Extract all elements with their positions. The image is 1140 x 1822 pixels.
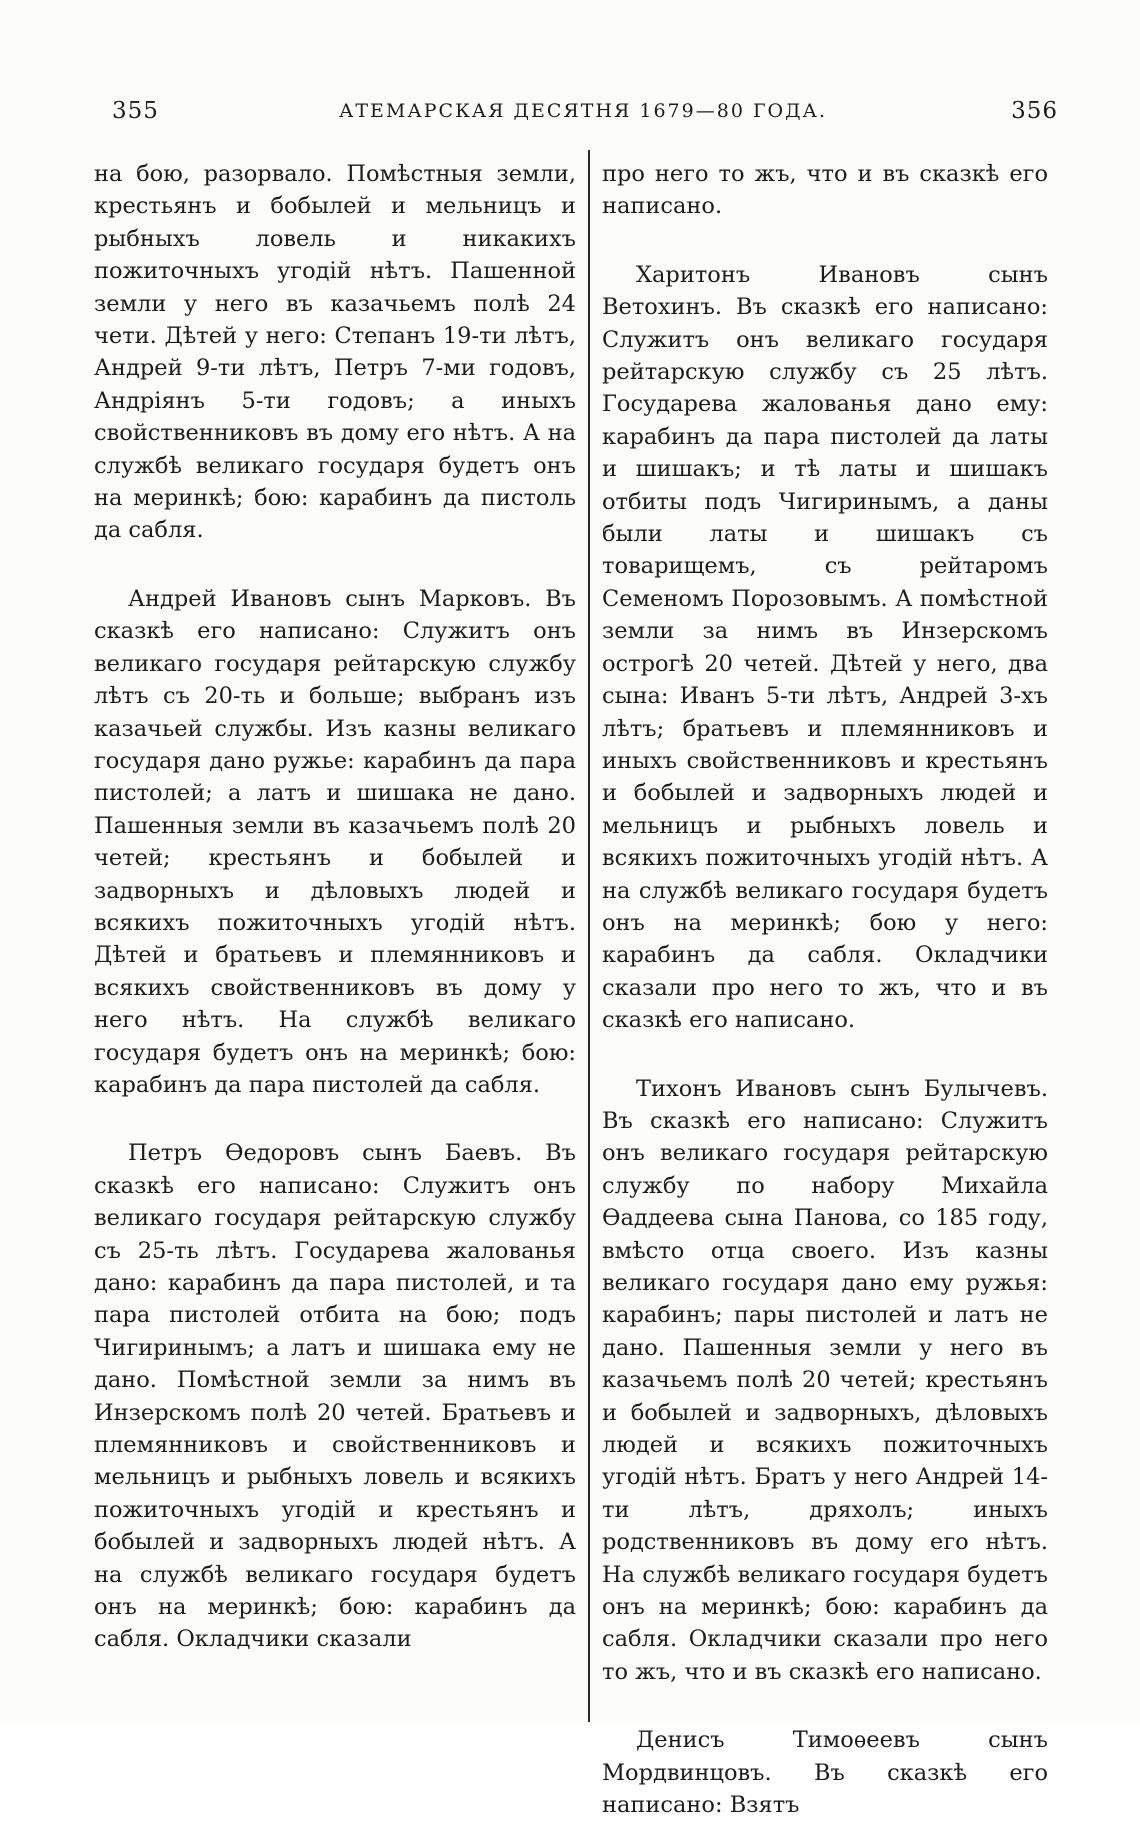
entry-markov: Андрей Ивановъ сынъ Марковъ. Въ сказкѣ его написано: Служитъ онъ великаго государя рейтарскую службу лѣтъ съ 20-ть и больше; выбранъ изъ казачьей службы. Изъ казны великаго государя дано ружье: карабинъ да пара пистолей; а латъ и шишака не дано. Пашенныя земли въ казачьемъ полѣ 20 четей; крестьянъ и бобылей и задворныхъ и дѣловыхъ людей и всякихъ пожиточныхъ угодій нѣтъ. Дѣтей и братьевъ и племянниковъ и всякихъ свойственниковъ въ дому у него нѣтъ. На службѣ великаго государя будетъ онъ на меринкѣ; бою: карабинъ да пара пистолей да сабля.: [94, 585, 576, 1098]
running-header: [108, 96, 1058, 136]
paragraph-continuation-right: про него то жъ, что и въ сказкѣ его написано.: [602, 161, 1048, 220]
running-title: АТЕМАРСКАЯ ДЕСЯТНЯ 1679—80 ГОДА.: [338, 100, 827, 122]
column-divider: [588, 150, 590, 1722]
entry-bulychev: Тихонъ Ивановъ сынъ Булычевъ. Въ сказкѣ его написано: Служитъ онъ великаго государя рейтарскую службу по набору Михайла Ѳаддеева сына Панова, со 185 году, вмѣсто отца своего. Изъ казны великаго государя дано ему ружья: карабинъ; пары пистолей и латъ не дано. Пашенныя земли у него въ казачьемъ полѣ 20 четей; крестьянъ и бобылей и задворныхъ, дѣловыхъ людей и всякихъ пожиточныхъ угодій нѣтъ. Братъ у него Андрей 14-ти лѣтъ, дряхолъ; иныхъ родственниковъ въ дому его нѣтъ. На службѣ великаго государя будетъ онъ на меринкѣ; бою: карабинъ да сабля. Окладчики сказали про него то жъ, что и въ сказкѣ его написано.: [602, 1075, 1048, 1685]
right-column: [602, 158, 1048, 1822]
entry-vetokhin: Харитонъ Ивановъ сынъ Ветохинъ. Въ сказкѣ его написано: Служитъ онъ великаго государя рейтарскую службу съ 25 лѣтъ. Государева жалованья дано ему: карабинъ да пара пистолей да латы и шишакъ; и тѣ латы и шишакъ отбиты подъ Чигиринымъ, а даны были латы и шишакъ съ товарищемъ, съ рейтаромъ Семеномъ Порозовымъ. А помѣстной земли за нимъ въ Инзерскомъ острогѣ 20 четей. Дѣтей у него, два сына: Иванъ 5-ти лѣтъ, Андрей 3-хъ лѣтъ; братьевъ и племянниковъ и иныхъ свойственниковъ и крестьянъ и бобылей и задворныхъ людей и мельницъ и рыбныхъ ловель и всякихъ пожиточныхъ угодій нѣтъ. А на службѣ великаго государя будетъ онъ на меринкѣ; бою у него: карабинъ да сабля. Окладчики сказали про него то жъ, что и въ сказкѣ его написано.: [602, 261, 1048, 1034]
page-number-right: 356: [1011, 98, 1058, 124]
page-number-left: 355: [112, 98, 159, 124]
entry-mordvintsov: Денисъ Тимоѳеевъ сынъ Мордвинцовъ. Въ сказкѣ его написано: Взятъ: [602, 1727, 1048, 1819]
left-column: [94, 158, 576, 1656]
paragraph-continuation-left: на бою, разорвало. Помѣстныя земли, крестьянъ и бобылей и мельницъ и рыбныхъ ловель и никакихъ пожиточныхъ угодій нѣтъ. Пашенной земли у него въ казачьемъ полѣ 24 чети. Дѣтей у него: Степанъ 19-ти лѣтъ, Андрей 9-ти лѣтъ, Петръ 7-ми годовъ, Андріянъ 5-ти годовъ; а иныхъ свойственниковъ въ дому его нѣтъ. А на службѣ великаго государя будетъ онъ на меринкѣ; бою: карабинъ да пистоль да сабля.: [94, 161, 576, 544]
entry-baev: Петръ Ѳедоровъ сынъ Баевъ. Въ сказкѣ его написано: Служитъ онъ великаго государя рейтарскую службу съ 25-ть лѣтъ. Государева жалованья дано: карабинъ да пара пистолей, и та пара пистолей отбита на бою; подъ Чигиринымъ; а латъ и шишака ему не дано. Помѣстной земли за нимъ въ Инзерскомъ полѣ 20 четей. Братьевъ и племянниковъ и свойственниковъ и мельницъ и рыбныхъ ловель и всякихъ пожиточныхъ угодій и крестьянъ и бобылей и задворныхъ людей нѣтъ. А на службѣ великаго государя будетъ онъ на меринкѣ; бою: карабинъ да сабля. Окладчики сказали: [94, 1140, 576, 1653]
